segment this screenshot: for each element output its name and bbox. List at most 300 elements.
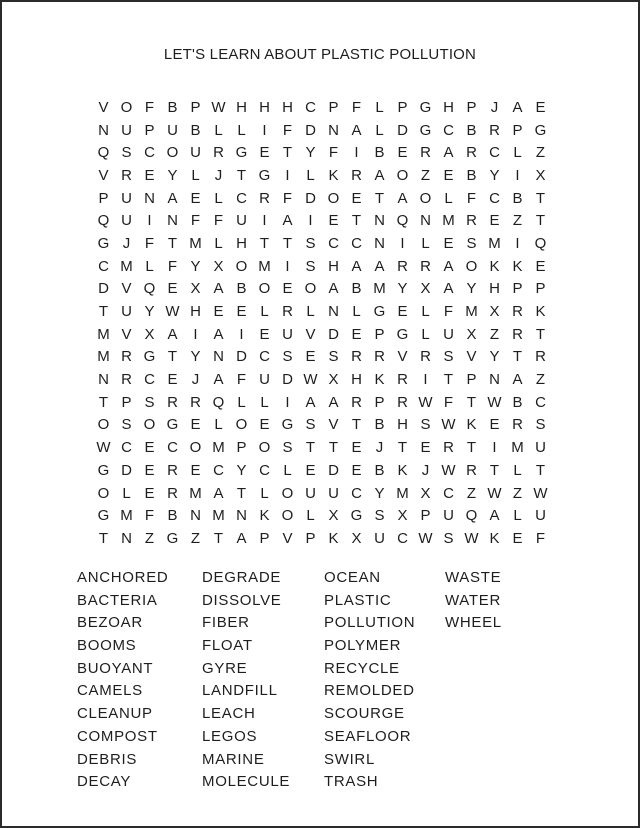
grid-letter[interactable]: A [374, 166, 385, 184]
grid-letter[interactable]: X [397, 507, 408, 525]
grid-letter[interactable]: N [374, 212, 385, 230]
grid-letter[interactable]: L [421, 303, 430, 321]
grid-letter[interactable]: G [419, 98, 432, 116]
grid-letter[interactable]: P [512, 280, 523, 298]
grid-letter[interactable]: G [97, 461, 110, 479]
grid-letter[interactable]: F [167, 257, 178, 275]
grid-letter[interactable]: K [328, 529, 339, 547]
grid-letter[interactable]: Z [420, 166, 431, 184]
grid-letter[interactable]: L [145, 257, 154, 275]
grid-letter[interactable]: O [166, 144, 179, 162]
grid-letter[interactable]: W [533, 484, 548, 502]
grid-letter[interactable]: L [214, 416, 223, 434]
grid-letter[interactable]: V [305, 325, 316, 343]
grid-letter[interactable]: I [262, 121, 267, 139]
grid-letter[interactable]: R [489, 121, 500, 139]
grid-letter[interactable]: E [259, 416, 270, 434]
grid-letter[interactable]: H [190, 303, 201, 321]
grid-letter[interactable]: F [535, 529, 546, 547]
grid-letter[interactable]: I [193, 325, 198, 343]
grid-letter[interactable]: U [443, 507, 454, 525]
grid-letter[interactable]: T [443, 371, 454, 389]
grid-letter[interactable]: N [167, 212, 178, 230]
grid-letter[interactable]: E [144, 439, 155, 457]
grid-letter[interactable]: H [443, 98, 454, 116]
grid-letter[interactable]: O [465, 257, 478, 275]
grid-letter[interactable]: L [214, 121, 223, 139]
grid-letter[interactable]: A [443, 257, 454, 275]
grid-letter[interactable]: R [420, 144, 431, 162]
grid-letter[interactable]: A [236, 529, 247, 547]
grid-letter[interactable]: A [328, 280, 339, 298]
grid-letter[interactable]: B [374, 461, 385, 479]
grid-letter[interactable]: D [328, 325, 339, 343]
grid-letter[interactable]: D [236, 348, 247, 366]
grid-letter[interactable]: R [213, 144, 224, 162]
grid-letter[interactable]: L [214, 234, 223, 252]
grid-letter[interactable]: P [374, 393, 385, 411]
grid-letter[interactable]: K [397, 461, 408, 479]
grid-letter[interactable]: E [351, 461, 362, 479]
grid-letter[interactable]: U [236, 212, 247, 230]
grid-letter[interactable]: I [285, 166, 290, 184]
grid-letter[interactable]: P [374, 325, 385, 343]
grid-letter[interactable]: N [121, 529, 132, 547]
grid-letter[interactable]: R [374, 348, 385, 366]
grid-letter[interactable]: Z [489, 325, 500, 343]
grid-letter[interactable]: K [489, 529, 500, 547]
grid-letter[interactable]: F [144, 98, 155, 116]
grid-letter[interactable]: R [466, 461, 477, 479]
grid-letter[interactable]: C [213, 461, 224, 479]
grid-letter[interactable]: B [512, 189, 523, 207]
grid-letter[interactable]: J [191, 371, 200, 389]
grid-letter[interactable]: S [374, 507, 385, 525]
grid-letter[interactable]: L [513, 507, 522, 525]
grid-letter[interactable]: P [144, 121, 155, 139]
grid-letter[interactable]: F [144, 507, 155, 525]
grid-letter[interactable]: U [121, 189, 132, 207]
grid-letter[interactable]: P [420, 507, 431, 525]
grid-letter[interactable]: U [305, 484, 316, 502]
grid-letter[interactable]: C [535, 393, 546, 411]
grid-letter[interactable]: L [421, 234, 430, 252]
grid-letter[interactable]: R [466, 144, 477, 162]
grid-letter[interactable]: E [443, 234, 454, 252]
grid-letter[interactable]: X [535, 166, 546, 184]
grid-letter[interactable]: P [328, 98, 339, 116]
grid-letter[interactable]: B [374, 144, 385, 162]
grid-letter[interactable]: T [535, 212, 546, 230]
grid-letter[interactable]: H [489, 280, 500, 298]
grid-letter[interactable]: D [305, 189, 316, 207]
grid-letter[interactable]: W [418, 393, 433, 411]
grid-letter[interactable]: O [235, 416, 248, 434]
grid-letter[interactable]: R [121, 348, 132, 366]
grid-letter[interactable]: F [466, 189, 477, 207]
grid-letter[interactable]: C [259, 461, 270, 479]
grid-letter[interactable]: V [466, 348, 477, 366]
grid-letter[interactable]: G [97, 507, 110, 525]
grid-letter[interactable]: A [213, 371, 224, 389]
grid-letter[interactable]: J [214, 166, 223, 184]
grid-letter[interactable]: C [397, 529, 408, 547]
grid-letter[interactable]: C [305, 98, 316, 116]
grid-letter[interactable]: E [144, 461, 155, 479]
grid-letter[interactable]: O [235, 257, 248, 275]
grid-letter[interactable]: S [535, 416, 546, 434]
grid-letter[interactable]: E [190, 416, 201, 434]
grid-letter[interactable]: P [535, 280, 546, 298]
grid-letter[interactable]: Y [190, 257, 201, 275]
grid-letter[interactable]: D [397, 121, 408, 139]
grid-letter[interactable]: X [144, 325, 155, 343]
grid-letter[interactable]: V [282, 529, 293, 547]
grid-letter[interactable]: C [98, 257, 109, 275]
grid-letter[interactable]: R [351, 166, 362, 184]
grid-letter[interactable]: R [535, 348, 546, 366]
grid-letter[interactable]: A [512, 98, 523, 116]
grid-letter[interactable]: D [98, 280, 109, 298]
grid-letter[interactable]: S [328, 348, 339, 366]
grid-letter[interactable]: G [281, 416, 294, 434]
grid-letter[interactable]: M [258, 257, 271, 275]
grid-letter[interactable]: U [374, 529, 385, 547]
grid-letter[interactable]: B [236, 280, 247, 298]
grid-letter[interactable]: N [190, 507, 201, 525]
grid-letter[interactable]: W [303, 371, 318, 389]
grid-letter[interactable]: U [535, 439, 546, 457]
grid-letter[interactable]: E [190, 189, 201, 207]
grid-letter[interactable]: S [420, 416, 431, 434]
grid-letter[interactable]: Y [489, 348, 500, 366]
grid-letter[interactable]: K [512, 257, 523, 275]
grid-letter[interactable]: A [443, 280, 454, 298]
grid-letter[interactable]: X [351, 529, 362, 547]
grid-letter[interactable]: D [305, 121, 316, 139]
grid-letter[interactable]: O [258, 280, 271, 298]
grid-letter[interactable]: X [420, 280, 431, 298]
grid-letter[interactable]: Y [190, 348, 201, 366]
grid-letter[interactable]: K [328, 166, 339, 184]
grid-letter[interactable]: T [259, 234, 270, 252]
grid-letter[interactable]: P [466, 371, 477, 389]
grid-letter[interactable]: M [212, 439, 225, 457]
grid-letter[interactable]: Y [236, 461, 247, 479]
grid-letter[interactable]: C [489, 144, 500, 162]
grid-letter[interactable]: I [515, 234, 520, 252]
grid-letter[interactable]: U [535, 507, 546, 525]
grid-letter[interactable]: M [488, 234, 501, 252]
grid-letter[interactable]: M [189, 234, 202, 252]
grid-letter[interactable]: I [308, 212, 313, 230]
grid-letter[interactable]: Q [143, 280, 156, 298]
grid-letter[interactable]: T [397, 439, 408, 457]
grid-letter[interactable]: O [419, 189, 432, 207]
grid-letter[interactable]: L [513, 461, 522, 479]
grid-letter[interactable]: I [354, 144, 359, 162]
grid-letter[interactable]: G [534, 121, 547, 139]
grid-letter[interactable]: E [236, 303, 247, 321]
grid-letter[interactable]: O [120, 98, 133, 116]
grid-letter[interactable]: Y [167, 166, 178, 184]
grid-letter[interactable]: E [397, 303, 408, 321]
grid-letter[interactable]: T [512, 348, 523, 366]
grid-letter[interactable]: F [443, 393, 454, 411]
grid-letter[interactable]: R [167, 393, 178, 411]
grid-letter[interactable]: T [466, 393, 477, 411]
grid-letter[interactable]: R [351, 393, 362, 411]
grid-letter[interactable]: B [351, 280, 362, 298]
grid-letter[interactable]: T [282, 144, 293, 162]
grid-letter[interactable]: R [466, 212, 477, 230]
grid-letter[interactable]: H [397, 416, 408, 434]
grid-letter[interactable]: S [144, 393, 155, 411]
grid-letter[interactable]: T [305, 439, 316, 457]
grid-letter[interactable]: R [121, 166, 132, 184]
grid-letter[interactable]: H [282, 98, 293, 116]
grid-letter[interactable]: H [259, 98, 270, 116]
grid-letter[interactable]: V [121, 280, 132, 298]
grid-letter[interactable]: L [306, 166, 315, 184]
grid-letter[interactable]: F [236, 371, 247, 389]
grid-letter[interactable]: X [466, 325, 477, 343]
grid-letter[interactable]: B [374, 416, 385, 434]
grid-letter[interactable]: E [144, 484, 155, 502]
grid-letter[interactable]: T [351, 416, 362, 434]
grid-letter[interactable]: S [305, 416, 316, 434]
grid-letter[interactable]: L [444, 189, 453, 207]
grid-letter[interactable]: W [211, 98, 226, 116]
grid-letter[interactable]: N [144, 189, 155, 207]
grid-letter[interactable]: S [466, 234, 477, 252]
grid-letter[interactable]: W [418, 529, 433, 547]
grid-letter[interactable]: A [351, 257, 362, 275]
grid-letter[interactable]: L [306, 507, 315, 525]
grid-letter[interactable]: O [97, 416, 110, 434]
grid-letter[interactable]: S [121, 144, 132, 162]
grid-letter[interactable]: U [121, 212, 132, 230]
grid-letter[interactable]: G [350, 507, 363, 525]
grid-letter[interactable]: E [259, 144, 270, 162]
grid-letter[interactable]: R [259, 189, 270, 207]
grid-letter[interactable]: U [328, 484, 339, 502]
grid-letter[interactable]: C [443, 121, 454, 139]
grid-letter[interactable]: N [328, 303, 339, 321]
grid-letter[interactable]: T [351, 212, 362, 230]
grid-letter[interactable]: M [120, 257, 133, 275]
grid-letter[interactable]: E [282, 280, 293, 298]
grid-letter[interactable]: H [328, 257, 339, 275]
grid-letter[interactable]: T [535, 325, 546, 343]
grid-letter[interactable]: J [490, 98, 499, 116]
grid-letter[interactable]: R [420, 348, 431, 366]
grid-letter[interactable]: G [258, 166, 271, 184]
grid-letter[interactable]: Q [212, 393, 225, 411]
grid-letter[interactable]: G [396, 325, 409, 343]
grid-letter[interactable]: T [374, 189, 385, 207]
grid-letter[interactable]: T [213, 529, 224, 547]
grid-letter[interactable]: T [489, 461, 500, 479]
grid-letter[interactable]: D [121, 461, 132, 479]
grid-letter[interactable]: C [236, 189, 247, 207]
grid-letter[interactable]: X [213, 257, 224, 275]
grid-letter[interactable]: S [282, 348, 293, 366]
grid-letter[interactable]: C [351, 484, 362, 502]
grid-letter[interactable]: R [351, 348, 362, 366]
grid-letter[interactable]: Q [97, 144, 110, 162]
grid-letter[interactable]: F [282, 189, 293, 207]
grid-letter[interactable]: I [262, 212, 267, 230]
grid-letter[interactable]: R [443, 439, 454, 457]
grid-letter[interactable]: O [396, 166, 409, 184]
grid-letter[interactable]: T [282, 234, 293, 252]
grid-letter[interactable]: L [214, 189, 223, 207]
grid-letter[interactable]: Z [535, 144, 546, 162]
grid-letter[interactable]: U [443, 325, 454, 343]
grid-letter[interactable]: I [285, 393, 290, 411]
grid-letter[interactable]: S [282, 439, 293, 457]
grid-letter[interactable]: T [328, 439, 339, 457]
grid-letter[interactable]: R [167, 484, 178, 502]
grid-letter[interactable]: M [189, 484, 202, 502]
grid-letter[interactable]: E [420, 439, 431, 457]
grid-letter[interactable]: T [98, 303, 109, 321]
grid-letter[interactable]: L [191, 166, 200, 184]
grid-letter[interactable]: G [373, 303, 386, 321]
grid-letter[interactable]: X [328, 507, 339, 525]
grid-letter[interactable]: I [492, 439, 497, 457]
grid-letter[interactable]: O [327, 189, 340, 207]
grid-letter[interactable]: C [443, 484, 454, 502]
grid-letter[interactable]: R [167, 461, 178, 479]
grid-letter[interactable]: N [374, 234, 385, 252]
grid-letter[interactable]: F [190, 212, 201, 230]
grid-letter[interactable]: R [512, 303, 523, 321]
grid-letter[interactable]: T [167, 348, 178, 366]
grid-letter[interactable]: S [443, 348, 454, 366]
grid-letter[interactable]: E [190, 461, 201, 479]
grid-letter[interactable]: E [489, 416, 500, 434]
grid-letter[interactable]: M [97, 325, 110, 343]
grid-letter[interactable]: U [282, 325, 293, 343]
grid-letter[interactable]: T [236, 484, 247, 502]
grid-letter[interactable]: C [351, 234, 362, 252]
grid-letter[interactable]: F [213, 212, 224, 230]
grid-letter[interactable]: B [167, 507, 178, 525]
grid-letter[interactable]: R [397, 257, 408, 275]
grid-letter[interactable]: X [190, 280, 201, 298]
grid-letter[interactable]: I [147, 212, 152, 230]
grid-letter[interactable]: R [121, 371, 132, 389]
grid-letter[interactable]: V [98, 166, 109, 184]
grid-letter[interactable]: U [121, 121, 132, 139]
grid-letter[interactable]: L [513, 144, 522, 162]
grid-letter[interactable]: T [167, 234, 178, 252]
grid-letter[interactable]: H [236, 234, 247, 252]
grid-letter[interactable]: Y [305, 144, 316, 162]
grid-letter[interactable]: T [236, 166, 247, 184]
grid-letter[interactable]: F [351, 98, 362, 116]
grid-letter[interactable]: P [397, 98, 408, 116]
grid-letter[interactable]: C [144, 371, 155, 389]
grid-letter[interactable]: P [305, 529, 316, 547]
grid-letter[interactable]: L [283, 461, 292, 479]
grid-letter[interactable]: J [421, 461, 430, 479]
grid-letter[interactable]: S [305, 257, 316, 275]
grid-letter[interactable]: N [98, 121, 109, 139]
grid-letter[interactable]: E [259, 325, 270, 343]
grid-letter[interactable]: T [98, 529, 109, 547]
grid-letter[interactable]: L [421, 325, 430, 343]
grid-letter[interactable]: U [167, 121, 178, 139]
grid-letter[interactable]: G [97, 234, 110, 252]
grid-letter[interactable]: V [397, 348, 408, 366]
grid-letter[interactable]: D [282, 371, 293, 389]
grid-letter[interactable]: Q [396, 212, 409, 230]
grid-letter[interactable]: G [143, 348, 156, 366]
grid-letter[interactable]: C [167, 439, 178, 457]
grid-letter[interactable]: P [190, 98, 201, 116]
grid-letter[interactable]: R [282, 303, 293, 321]
grid-letter[interactable]: Y [374, 484, 385, 502]
grid-letter[interactable]: O [189, 439, 202, 457]
grid-letter[interactable]: P [259, 529, 270, 547]
grid-letter[interactable]: W [96, 439, 111, 457]
grid-letter[interactable]: L [260, 303, 269, 321]
grid-letter[interactable]: A [213, 280, 224, 298]
grid-letter[interactable]: K [535, 303, 546, 321]
grid-letter[interactable]: R [512, 325, 523, 343]
grid-letter[interactable]: L [352, 303, 361, 321]
grid-letter[interactable]: Z [190, 529, 201, 547]
grid-letter[interactable]: E [397, 144, 408, 162]
grid-letter[interactable]: N [98, 371, 109, 389]
grid-letter[interactable]: F [328, 144, 339, 162]
grid-letter[interactable]: T [535, 461, 546, 479]
grid-letter[interactable]: I [423, 371, 428, 389]
grid-letter[interactable]: P [98, 189, 109, 207]
grid-letter[interactable]: A [512, 371, 523, 389]
grid-letter[interactable]: L [375, 98, 384, 116]
grid-letter[interactable]: F [443, 303, 454, 321]
grid-letter[interactable]: N [420, 212, 431, 230]
grid-letter[interactable]: Z [466, 484, 477, 502]
grid-letter[interactable]: L [237, 121, 246, 139]
grid-letter[interactable]: C [489, 189, 500, 207]
grid-letter[interactable]: A [167, 189, 178, 207]
grid-letter[interactable]: A [282, 212, 293, 230]
grid-letter[interactable]: S [305, 234, 316, 252]
grid-letter[interactable]: N [213, 348, 224, 366]
grid-letter[interactable]: J [375, 439, 384, 457]
grid-letter[interactable]: F [282, 121, 293, 139]
grid-letter[interactable]: I [400, 234, 405, 252]
grid-letter[interactable]: U [121, 303, 132, 321]
grid-letter[interactable]: S [121, 416, 132, 434]
grid-letter[interactable]: K [466, 416, 477, 434]
grid-letter[interactable]: B [512, 393, 523, 411]
grid-letter[interactable]: T [466, 439, 477, 457]
grid-letter[interactable]: M [373, 280, 386, 298]
grid-letter[interactable]: K [259, 507, 270, 525]
grid-letter[interactable]: C [259, 348, 270, 366]
grid-letter[interactable]: P [236, 439, 247, 457]
grid-letter[interactable]: F [144, 234, 155, 252]
grid-letter[interactable]: R [397, 371, 408, 389]
grid-letter[interactable]: H [351, 371, 362, 389]
grid-letter[interactable]: V [98, 98, 109, 116]
